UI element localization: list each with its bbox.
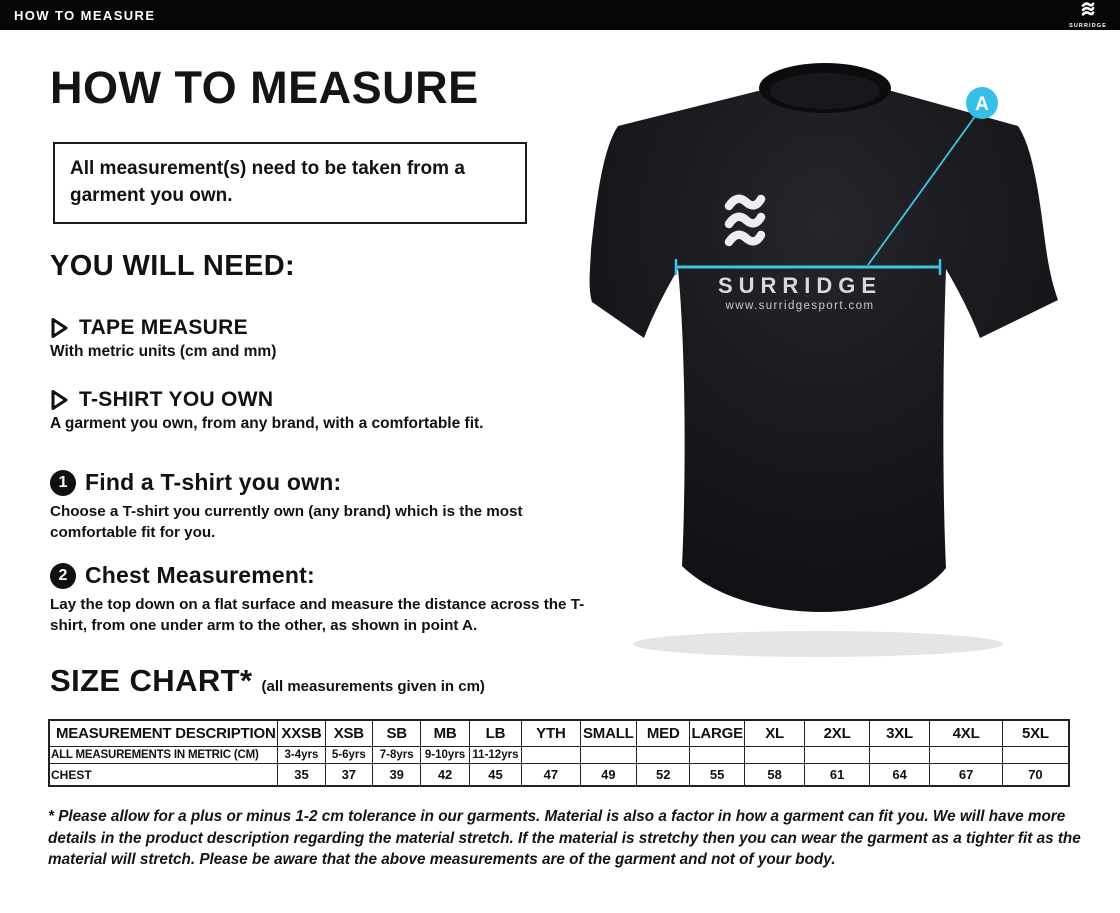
point-a-label: A (975, 94, 989, 115)
table-cell: 3-4yrs (278, 747, 325, 764)
table-cell: 67 (930, 764, 1003, 787)
step-1 (50, 469, 598, 543)
need-item-title: T-SHIRT YOU OWN (79, 388, 274, 411)
column-header: 3XL (869, 720, 929, 747)
step-number-badge: 1 (50, 470, 76, 496)
triangle-bullet-icon (50, 389, 69, 411)
surridge-logo (1062, 1, 1114, 29)
table-cell: 64 (869, 764, 929, 787)
size-chart-subtitle: (all measurements given in cm) (261, 678, 485, 695)
shirt-body (590, 74, 1058, 613)
step-description: Lay the top down on a flat surface and measure the distance across the T-shirt, from one under arm to the other, as shown in point A. (50, 596, 585, 634)
triangle-bullet-icon (50, 317, 69, 339)
table-cell (744, 747, 804, 764)
step-title: Find a T-shirt you own: (85, 469, 342, 495)
column-header: XL (744, 720, 804, 747)
column-header: LARGE (690, 720, 744, 747)
need-item-tape-measure (50, 316, 595, 361)
table-cell: 58 (744, 764, 804, 787)
column-header: LB (469, 720, 521, 747)
table-cell (1002, 747, 1069, 764)
column-header: MEASUREMENT DESCRIPTION (49, 720, 278, 747)
tshirt-measurement-graphic (578, 52, 1120, 664)
table-cell: 47 (522, 764, 580, 787)
column-header: SB (373, 720, 421, 747)
need-item-title: TAPE MEASURE (79, 316, 248, 339)
table-cell: 61 (805, 764, 870, 787)
table-cell (580, 747, 636, 764)
column-header: MED (637, 720, 690, 747)
table-row (49, 747, 1069, 764)
tolerance-footnote: * Please allow for a plus or minus 1-2 cm tolerance in our garments. Material is also a factor in how a garment can fit you. We will have more details in the product description regarding the material stretch. If the material is stretchy then you can wear the garment as a tighter fit as the material will stretch. Please be aware that the above measurements are of the garment and not of your body. (48, 808, 1081, 869)
notice-box (53, 142, 527, 224)
table-cell: 7-8yrs (373, 747, 421, 764)
chest-logo-icon (729, 199, 761, 242)
table-cell: 9-10yrs (421, 747, 469, 764)
column-header: YTH (522, 720, 580, 747)
column-header: MB (421, 720, 469, 747)
table-cell: 11-12yrs (469, 747, 521, 764)
table-cell (869, 747, 929, 764)
column-header: XXSB (278, 720, 325, 747)
row-label: ALL MEASUREMENTS IN METRIC (CM) (49, 747, 278, 764)
table-cell: 42 (421, 764, 469, 787)
notice-text: All measurement(s) need to be taken from a garment you own. (70, 158, 465, 206)
table-cell: 52 (637, 764, 690, 787)
step-number-badge: 2 (50, 563, 76, 589)
size-chart-title: SIZE CHART* (50, 663, 253, 698)
step-description: Choose a T-shirt you currently own (any brand) which is the most comfortable fit for you. (50, 503, 523, 541)
surridge-s-icon (1078, 2, 1098, 23)
step-2 (50, 562, 598, 636)
shirt-shadow (633, 631, 1003, 657)
shirt-brand-text: SURRIDGE (717, 273, 883, 298)
table-cell (690, 747, 744, 764)
column-header: 5XL (1002, 720, 1069, 747)
surridge-wordmark: SURRIDGE (1069, 22, 1107, 29)
top-bar-title: HOW TO MEASURE (14, 7, 156, 23)
column-header: SMALL (580, 720, 636, 747)
table-cell: 35 (278, 764, 325, 787)
you-will-need-heading: YOU WILL NEED: (50, 250, 296, 282)
need-item-description: A garment you own, from any brand, with a comfortable fit. (50, 415, 484, 432)
top-bar (0, 0, 1120, 30)
table-header-row (49, 720, 1069, 747)
table-cell: 49 (580, 764, 636, 787)
table-cell: 45 (469, 764, 521, 787)
table-cell (805, 747, 870, 764)
column-header: 2XL (805, 720, 870, 747)
table-cell (637, 747, 690, 764)
table-cell: 5-6yrs (325, 747, 372, 764)
table-cell: 37 (325, 764, 372, 787)
step-title: Chest Measurement: (85, 562, 315, 588)
page-title: HOW TO MEASURE (50, 62, 479, 113)
shirt-website-text: www.surridgesport.com (725, 300, 875, 312)
table-cell: 39 (373, 764, 421, 787)
table-cell (930, 747, 1003, 764)
column-header: 4XL (930, 720, 1003, 747)
table-cell: 55 (690, 764, 744, 787)
need-item-tshirt (50, 388, 595, 433)
size-chart-heading (50, 663, 485, 699)
row-label: CHEST (49, 764, 278, 787)
table-cell: 70 (1002, 764, 1069, 787)
need-item-description: With metric units (cm and mm) (50, 343, 277, 360)
table-row (49, 764, 1069, 787)
table-cell (522, 747, 580, 764)
column-header: XSB (325, 720, 372, 747)
size-chart-table (48, 719, 1070, 787)
